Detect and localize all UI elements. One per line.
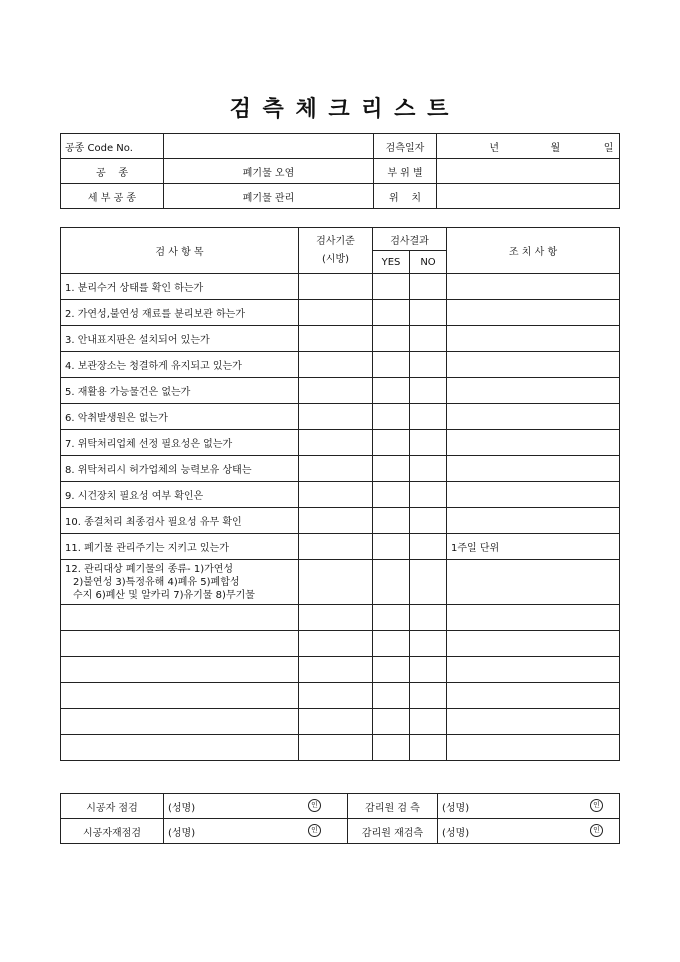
yes-cell[interactable] bbox=[373, 274, 410, 300]
yes-cell[interactable] bbox=[373, 605, 410, 631]
no-cell[interactable] bbox=[410, 274, 447, 300]
action-cell[interactable] bbox=[447, 378, 620, 404]
no-cell[interactable] bbox=[410, 657, 447, 683]
no-cell[interactable] bbox=[410, 430, 447, 456]
blank-row bbox=[61, 657, 620, 683]
criteria-cell[interactable] bbox=[299, 404, 373, 430]
day-label: 일 bbox=[603, 142, 614, 154]
item-8: 8. 위탁처리시 허가업체의 능력보유 상태는 bbox=[61, 456, 299, 482]
supervisor-check-label: 감리원 검 측 bbox=[348, 794, 438, 819]
criteria-cell[interactable] bbox=[299, 274, 373, 300]
contractor-check-sign[interactable] bbox=[164, 794, 348, 819]
detail-value[interactable]: 폐기물 관리 bbox=[164, 184, 374, 209]
action-cell[interactable] bbox=[447, 683, 620, 709]
yes-cell[interactable] bbox=[373, 657, 410, 683]
header-no: NO bbox=[410, 251, 447, 274]
no-cell[interactable] bbox=[410, 352, 447, 378]
signature-row-recheck bbox=[61, 819, 620, 844]
criteria-cell[interactable] bbox=[299, 378, 373, 404]
action-cell[interactable] bbox=[447, 482, 620, 508]
criteria-cell[interactable] bbox=[299, 352, 373, 378]
no-cell[interactable] bbox=[410, 534, 447, 560]
header-criteria-line2: (시방) bbox=[321, 253, 350, 265]
seal-icon: 인 bbox=[308, 799, 321, 812]
action-cell[interactable] bbox=[447, 274, 620, 300]
criteria-cell[interactable] bbox=[299, 326, 373, 352]
contractor-check-name: (성명) bbox=[168, 802, 196, 814]
item-6: 6. 악취발생원은 없는가 bbox=[61, 404, 299, 430]
no-cell[interactable] bbox=[410, 631, 447, 657]
table-row bbox=[61, 404, 620, 430]
detail-label: 세 부 공 종 bbox=[61, 184, 164, 209]
criteria-cell[interactable] bbox=[299, 631, 373, 657]
checklist-table bbox=[60, 227, 620, 761]
yes-cell[interactable] bbox=[373, 430, 410, 456]
yes-cell[interactable] bbox=[373, 683, 410, 709]
action-cell[interactable] bbox=[447, 605, 620, 631]
year-label: 년 bbox=[489, 142, 499, 154]
item-12 bbox=[61, 560, 299, 605]
action-cell[interactable] bbox=[447, 735, 620, 761]
item-3: 3. 안내표지판은 설치되어 있는가 bbox=[61, 326, 299, 352]
work-code-value[interactable] bbox=[164, 134, 374, 159]
part-value[interactable] bbox=[437, 159, 620, 184]
item-2: 2. 가연성,불연성 재료를 분리보관 하는가 bbox=[61, 300, 299, 326]
no-cell[interactable] bbox=[410, 683, 447, 709]
table-row bbox=[61, 378, 620, 404]
info-row-detail bbox=[61, 184, 620, 209]
action-cell[interactable] bbox=[447, 456, 620, 482]
seal-icon: 인 bbox=[308, 824, 321, 837]
action-cell[interactable] bbox=[447, 430, 620, 456]
item-12-line1: 12. 관리대상 폐기물의 종류- 1)가연성 bbox=[65, 563, 234, 575]
contractor-recheck-sign[interactable] bbox=[164, 819, 348, 844]
action-cell[interactable] bbox=[447, 631, 620, 657]
no-cell[interactable] bbox=[410, 456, 447, 482]
item-9: 9. 시건장치 필요성 여부 확인은 bbox=[61, 482, 299, 508]
work-label: 공 종 bbox=[61, 159, 164, 184]
criteria-cell[interactable] bbox=[299, 683, 373, 709]
blank-rows bbox=[61, 605, 620, 761]
no-cell[interactable] bbox=[410, 735, 447, 761]
table-row bbox=[61, 352, 620, 378]
table-row bbox=[61, 326, 620, 352]
item-11: 11. 폐기물 관리주기는 지키고 있는가 bbox=[61, 534, 299, 560]
no-cell[interactable] bbox=[410, 508, 447, 534]
header-action: 조 치 사 항 bbox=[447, 228, 620, 274]
yes-cell[interactable] bbox=[373, 631, 410, 657]
item-12-line3: 수지 6)폐산 및 알카리 7)유기물 8)무기물 bbox=[73, 589, 255, 601]
criteria-cell[interactable] bbox=[299, 605, 373, 631]
action-cell[interactable] bbox=[447, 300, 620, 326]
no-cell[interactable] bbox=[410, 709, 447, 735]
criteria-cell[interactable] bbox=[299, 300, 373, 326]
criteria-cell[interactable] bbox=[299, 534, 373, 560]
contractor-recheck-label: 시공자재점검 bbox=[61, 819, 164, 844]
criteria-cell[interactable] bbox=[299, 482, 373, 508]
no-cell[interactable] bbox=[410, 300, 447, 326]
contractor-recheck-name: (성명) bbox=[168, 827, 196, 839]
item-10: 10. 종결처리 최종검사 필요성 유무 확인 bbox=[61, 508, 299, 534]
no-cell[interactable] bbox=[410, 605, 447, 631]
item-cell[interactable] bbox=[61, 605, 299, 631]
checklist-header-row bbox=[61, 228, 620, 251]
header-criteria-line1: 검사기준 bbox=[316, 235, 355, 247]
item-cell[interactable] bbox=[61, 683, 299, 709]
header-criteria bbox=[299, 228, 373, 274]
info-row-code bbox=[61, 134, 620, 159]
no-cell[interactable] bbox=[410, 326, 447, 352]
yes-cell[interactable] bbox=[373, 560, 410, 605]
yes-cell[interactable] bbox=[373, 482, 410, 508]
item-5: 5. 재활용 가능물건은 없는가 bbox=[61, 378, 299, 404]
criteria-cell[interactable] bbox=[299, 508, 373, 534]
action-cell[interactable] bbox=[447, 709, 620, 735]
table-row bbox=[61, 482, 620, 508]
supervisor-recheck-label: 감리원 재검측 bbox=[348, 819, 438, 844]
page-title: 검 측 체 크 리 스 트 bbox=[229, 96, 451, 122]
inspection-date-label: 검측일자 bbox=[374, 134, 437, 159]
table-row bbox=[61, 456, 620, 482]
part-label: 부 위 별 bbox=[374, 159, 437, 184]
table-row bbox=[61, 508, 620, 534]
yes-cell[interactable] bbox=[373, 404, 410, 430]
item-4: 4. 보관장소는 청결하게 유지되고 있는가 bbox=[61, 352, 299, 378]
no-cell[interactable] bbox=[410, 404, 447, 430]
supervisor-recheck-name: (성명) bbox=[442, 827, 470, 839]
criteria-cell[interactable] bbox=[299, 560, 373, 605]
action-cell[interactable] bbox=[447, 352, 620, 378]
header-yes: YES bbox=[373, 251, 410, 274]
table-row bbox=[61, 534, 620, 560]
info-row-work bbox=[61, 159, 620, 184]
item-cell[interactable] bbox=[61, 735, 299, 761]
table-row bbox=[61, 300, 620, 326]
location-value[interactable] bbox=[437, 184, 620, 209]
table-row bbox=[61, 430, 620, 456]
item-cell[interactable] bbox=[61, 657, 299, 683]
yes-cell[interactable] bbox=[373, 735, 410, 761]
criteria-cell[interactable] bbox=[299, 709, 373, 735]
seal-icon: 인 bbox=[590, 824, 603, 837]
blank-row bbox=[61, 631, 620, 657]
month-label: 월 bbox=[550, 142, 561, 154]
action-cell[interactable] bbox=[447, 508, 620, 534]
item-cell[interactable] bbox=[61, 709, 299, 735]
inspection-date-value[interactable] bbox=[437, 134, 620, 159]
checklist-items bbox=[61, 274, 620, 560]
blank-row bbox=[61, 683, 620, 709]
criteria-cell[interactable] bbox=[299, 456, 373, 482]
blank-row bbox=[61, 709, 620, 735]
item-12-line2: 2)불연성 3)특정유해 4)폐유 5)폐합성 bbox=[73, 576, 240, 588]
yes-cell[interactable] bbox=[373, 456, 410, 482]
header-result: 검사결과 bbox=[373, 228, 447, 251]
item-7: 7. 위탁처리업체 선정 필요성은 없는가 bbox=[61, 430, 299, 456]
supervisor-recheck-sign[interactable] bbox=[438, 819, 620, 844]
criteria-cell[interactable] bbox=[299, 735, 373, 761]
action-cell[interactable] bbox=[447, 560, 620, 605]
item-1: 1. 분리수거 상태를 확인 하는가 bbox=[61, 274, 299, 300]
work-value[interactable]: 폐기물 오염 bbox=[164, 159, 374, 184]
action-cell[interactable] bbox=[447, 404, 620, 430]
yes-cell[interactable] bbox=[373, 709, 410, 735]
blank-row bbox=[61, 605, 620, 631]
action-cell[interactable] bbox=[447, 326, 620, 352]
seal-icon: 인 bbox=[590, 799, 603, 812]
no-cell[interactable] bbox=[410, 482, 447, 508]
action-cell[interactable]: 1주일 단위 bbox=[447, 534, 620, 560]
criteria-cell[interactable] bbox=[299, 657, 373, 683]
table-row bbox=[61, 560, 620, 605]
yes-cell[interactable] bbox=[373, 326, 410, 352]
signature-row-check bbox=[61, 794, 620, 819]
work-code-label: 공종 Code No. bbox=[61, 134, 164, 159]
item-cell[interactable] bbox=[61, 631, 299, 657]
info-table bbox=[60, 133, 620, 209]
contractor-check-label: 시공자 점검 bbox=[61, 794, 164, 819]
supervisor-check-name: (성명) bbox=[442, 802, 470, 814]
yes-cell[interactable] bbox=[373, 378, 410, 404]
table-row bbox=[61, 274, 620, 300]
yes-cell[interactable] bbox=[373, 300, 410, 326]
header-item: 검 사 항 목 bbox=[61, 228, 299, 274]
yes-cell[interactable] bbox=[373, 352, 410, 378]
yes-cell[interactable] bbox=[373, 508, 410, 534]
supervisor-check-sign[interactable] bbox=[438, 794, 620, 819]
action-cell[interactable] bbox=[447, 657, 620, 683]
criteria-cell[interactable] bbox=[299, 430, 373, 456]
no-cell[interactable] bbox=[410, 560, 447, 605]
blank-row bbox=[61, 735, 620, 761]
no-cell[interactable] bbox=[410, 378, 447, 404]
location-label: 위 치 bbox=[374, 184, 437, 209]
yes-cell[interactable] bbox=[373, 534, 410, 560]
signature-table bbox=[60, 793, 620, 844]
